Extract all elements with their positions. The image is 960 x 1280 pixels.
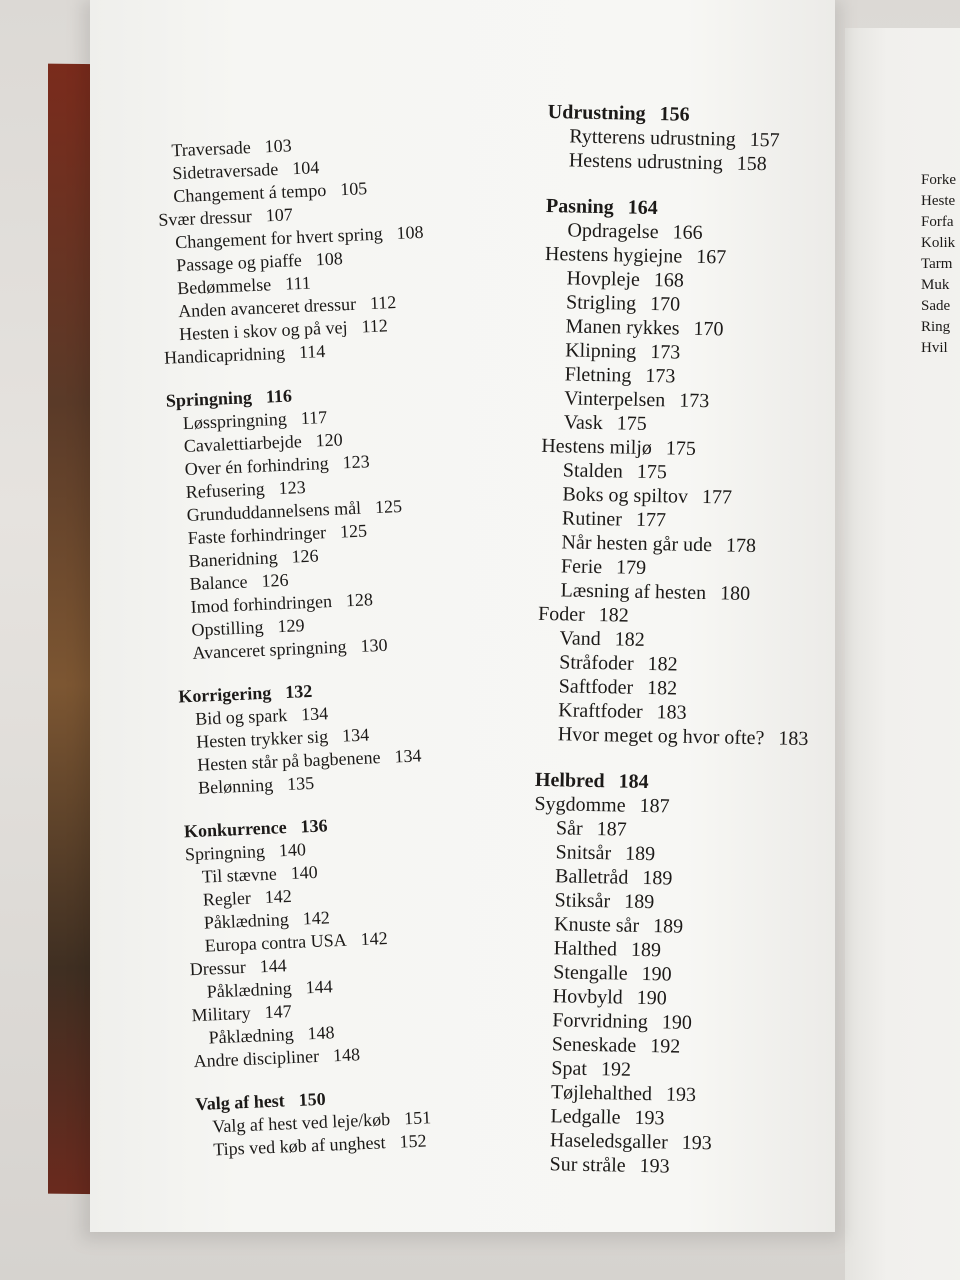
toc-entry-title: Balletråd [554,865,629,889]
toc-entry-title: Læsning af hesten [560,579,707,605]
toc-page-number: 187 [639,794,670,818]
toc-page-number: 177 [701,486,733,509]
toc-page-number: 179 [615,556,647,579]
toc-page-number: 183 [778,727,809,751]
toc-page-number: 164 [627,196,658,220]
toc-entry-title: Avanceret springning [192,636,347,663]
toc-page-number: 156 [659,103,690,126]
toc-entry-fragment: Heste [921,193,956,209]
toc-entry-title: Påklædning [208,1023,294,1048]
toc-page-number: 167 [695,245,727,269]
toc-entry-title: Vask [563,411,603,435]
toc-entry-title: Andre discipliner [193,1045,320,1072]
toc-page-number: 192 [650,1035,681,1058]
toc-entry-fragment: Hvil [921,340,948,356]
toc-page-number: 152 [399,1130,427,1152]
toc-page-number: 125 [374,495,403,518]
toc-page-number: 144 [259,955,288,977]
toc-page-number: 107 [265,204,294,226]
toc-page-number: 190 [661,1011,693,1034]
toc-entry-title: Faste forhindringer [187,522,327,548]
toc-page-number: 182 [647,653,678,676]
toc-page-number: 180 [719,582,751,605]
toc-entry [536,722,836,752]
toc-page-number: 189 [623,890,655,914]
toc-page-number: 134 [300,703,329,725]
toc-entry-title: Hesten står på bagbenene [196,747,381,775]
toc-page-number: 190 [636,986,667,1010]
toc-entry-title: Pasning [545,194,614,219]
toc-page-number: 173 [645,364,676,388]
toc-entry-title: Over én forhindring [184,453,330,480]
toc-entry-title: Hovpleje [566,267,641,291]
toc-entry-title: Til stævne [201,863,278,887]
toc-page-number: 132 [284,680,313,703]
toc-page-number: 111 [284,272,312,294]
toc-page-number: 147 [264,1001,293,1023]
toc-entry-title: Tips ved køb af unghest [212,1132,386,1160]
toc-page-number: 134 [341,724,370,746]
toc-entry-title: Manen rykkes [565,315,680,340]
toc-entry-title: Foder [537,602,586,626]
toc-entry-title: Snitsår [555,841,612,865]
toc-entry-title: Hvor meget og hvor ofte? [557,723,765,750]
toc-page-number: 126 [261,569,289,591]
toc-page-number: 193 [634,1106,665,1130]
toc-page-number: 193 [665,1083,697,1107]
toc-page-number: 142 [264,885,293,908]
toc-entry-title: Imod forhindringen [190,591,333,617]
toc-entry-title: Halthed [553,937,618,961]
toc-page-number: 140 [278,839,307,861]
toc-entry-title: Dressur [189,956,247,980]
toc-entry-title: Hestens miljø [541,434,653,460]
toc-entry-title: Vinterpelsen [564,387,666,412]
toc-left-column [155,125,558,1162]
toc-page-number: 189 [630,938,662,962]
toc-entry-fragment: Muk [921,277,950,293]
toc-entry-title: Valg af hest [194,1090,286,1115]
toc-page-number: 135 [286,772,315,795]
toc-page-number: 129 [277,615,305,637]
toc-page-number: 170 [649,293,681,316]
toc-page-number: 112 [369,292,397,314]
toc-entry-title: Sår [555,817,583,840]
toc-entry-title: Springning [165,387,253,411]
toc-entry-title: Rytterens udrustning [569,125,736,151]
toc-page-number: 166 [672,221,703,244]
toc-page-number: 173 [650,341,681,364]
toc-entry-title: Stengalle [553,961,628,985]
toc-entry-title: Bedømmelse [176,274,272,299]
toc-entry-title: Boks og spiltov [562,483,689,508]
toc-entry-title: Cavalettiarbejde [183,431,303,457]
toc-entry-title: Spat [551,1057,588,1080]
toc-entry-title: Tøjlehalthed [550,1081,653,1106]
toc-page-number: 125 [339,520,368,542]
toc-page-number: 182 [598,604,629,627]
toc-page-number: 140 [290,861,319,883]
toc-entry-fragment: Ring [921,319,951,335]
toc-page-number: 123 [342,451,371,473]
toc-entry-title: Regler [202,887,252,910]
toc-page-number: 183 [656,701,687,724]
toc-page-number: 177 [635,508,667,532]
toc-page-number: 190 [641,962,672,986]
toc-entry-title: Bid og spark [194,704,288,729]
toc-entry-title: Valg af hest ved leje/køb [211,1109,391,1137]
toc-middle-column [527,100,848,1182]
toc-entry-title: Vand [559,627,601,651]
toc-page-number: 134 [394,745,422,767]
toc-page-number: 108 [315,248,344,270]
toc-entry-title: Opstilling [191,616,264,640]
toc-entry-title: Ledgalle [550,1105,621,1129]
toc-entry-fragment: Tarm [921,256,953,272]
toc-page-number: 175 [636,460,668,484]
toc-entry-title: Springning [184,841,266,865]
toc-page-number: 104 [291,157,320,179]
toc-entry-title: Grunduddannelsens mål [186,497,362,525]
toc-page-number: 170 [693,317,724,341]
toc-page-number: 120 [315,429,344,451]
toc-entry-title: Passage og piaffe [175,249,303,276]
toc-entry-title: Hestens hygiejne [544,242,683,268]
toc-entry-title: Svær dressur [157,206,253,230]
toc-entry-title: Saftfoder [558,675,634,699]
toc-page-number: 173 [679,389,710,413]
toc-page-number: 144 [305,976,334,998]
toc-entry-title: Udrustning [547,100,646,125]
toc-page-number: 136 [300,815,328,837]
toc-entry-title: Klipning [564,339,637,363]
toc-page-number: 184 [618,770,649,794]
toc-entry-title: Opdragelse [567,219,659,244]
toc-page-number: 151 [403,1107,432,1129]
toc-page-number: 189 [652,915,684,938]
toc-page-number: 158 [736,152,767,176]
toc-entry-title: Stråfoder [558,651,634,675]
toc-entry-title: Stalden [562,459,624,483]
toc-entry-fragment: Forke [921,172,956,188]
toc-entry-title: Hovbyld [552,985,623,1009]
toc-entry-title: Haseledsgaller [549,1129,668,1154]
toc-entry-title: Hesten i skov og på vej [178,317,348,345]
toc-entry-title: Anden avanceret dressur [177,293,357,322]
toc-page-number: 182 [646,677,678,700]
toc-page-number: 105 [339,178,368,200]
toc-entry-title: Påklædning [206,978,293,1002]
toc-entry-title: Kraftfoder [558,699,643,723]
toc-right-column-fragment [921,170,960,359]
toc-entry-title: Changement á tempo [172,179,327,207]
toc-page-number: 117 [300,407,328,429]
toc-page-number: 123 [278,477,307,499]
toc-entry-title: Seneskade [551,1033,637,1057]
toc-page-number: 142 [302,907,331,929]
toc-entry-title: Balance [189,571,248,594]
toc-page-number: 112 [361,315,389,337]
toc-entry-title: Konkurrence [183,817,287,842]
toc-page-number: 175 [616,412,647,435]
toc-entry [547,148,847,178]
toc-page-number: 130 [360,634,388,656]
toc-entry-title: Rutiner [561,507,623,531]
toc-entry-title: Sur stråle [549,1153,626,1177]
toc-page-number: 108 [396,221,424,243]
toc-entry-title: Hesten trykker sig [195,726,329,752]
toc-page-number: 182 [614,628,645,651]
toc-page-number: 175 [665,437,697,460]
toc-entry-title: Europa contra USA [204,929,348,956]
toc-page-number: 142 [360,927,389,950]
toc-entry-title: Når hesten går ude [561,531,713,557]
toc-page-number: 189 [642,866,673,890]
toc-page-number: 192 [600,1058,632,1081]
toc-entry-title: Handicapridning [163,342,286,368]
toc-entry-title: Military [191,1002,252,1026]
toc-page-number: 189 [624,842,656,866]
toc-page-number: 126 [291,545,319,567]
toc-page-number: 178 [725,534,757,558]
toc-entry-title: Changement for hvert spring [174,223,383,253]
toc-entry-title: Refusering [185,478,266,503]
toc-entry-title: Belønning [197,774,274,798]
toc-page-number: 128 [345,589,374,611]
toc-entry-fragment: Sade [921,298,951,314]
toc-page-number: 193 [639,1154,670,1178]
toc-page-number: 148 [332,1044,361,1066]
toc-page-number: 103 [264,135,293,157]
toc-entry-title: Helbred [534,768,605,793]
toc-entry-fragment: Forfa [921,214,954,230]
toc-entry-title: Ferie [560,555,603,579]
toc-entry-title: Stiksår [554,889,611,913]
toc-page-number: 187 [596,818,627,841]
toc-entry-title: Fletning [564,363,632,387]
toc-entry-title: Hestens udrustning [568,149,723,175]
toc-page-number: 148 [307,1022,335,1044]
toc-entry-title: Traversade [171,137,252,161]
toc-entry-fragment: Kolik [921,235,956,251]
toc-entry-title: Sidetraversade [171,158,279,184]
toc-entry-title: Påklædning [203,909,290,933]
toc-page-number: 116 [265,385,293,407]
toc-entry-title: Sygdomme [534,792,626,817]
toc-page-number: 168 [653,269,685,292]
toc-entry-title: Korrigering [177,682,272,707]
toc-entry-title: Knuste sår [553,913,640,937]
toc-entry-title: Forvridning [552,1009,649,1034]
toc-page-number: 150 [298,1088,327,1110]
toc-page-number: 157 [749,128,780,152]
toc-page-number: 193 [681,1131,712,1155]
toc-entry-title: Baneridning [188,547,278,571]
toc-entry-title: Løsspringning [182,408,288,434]
toc-entry-title: Strigling [565,291,637,315]
toc-page-number: 114 [298,341,326,363]
